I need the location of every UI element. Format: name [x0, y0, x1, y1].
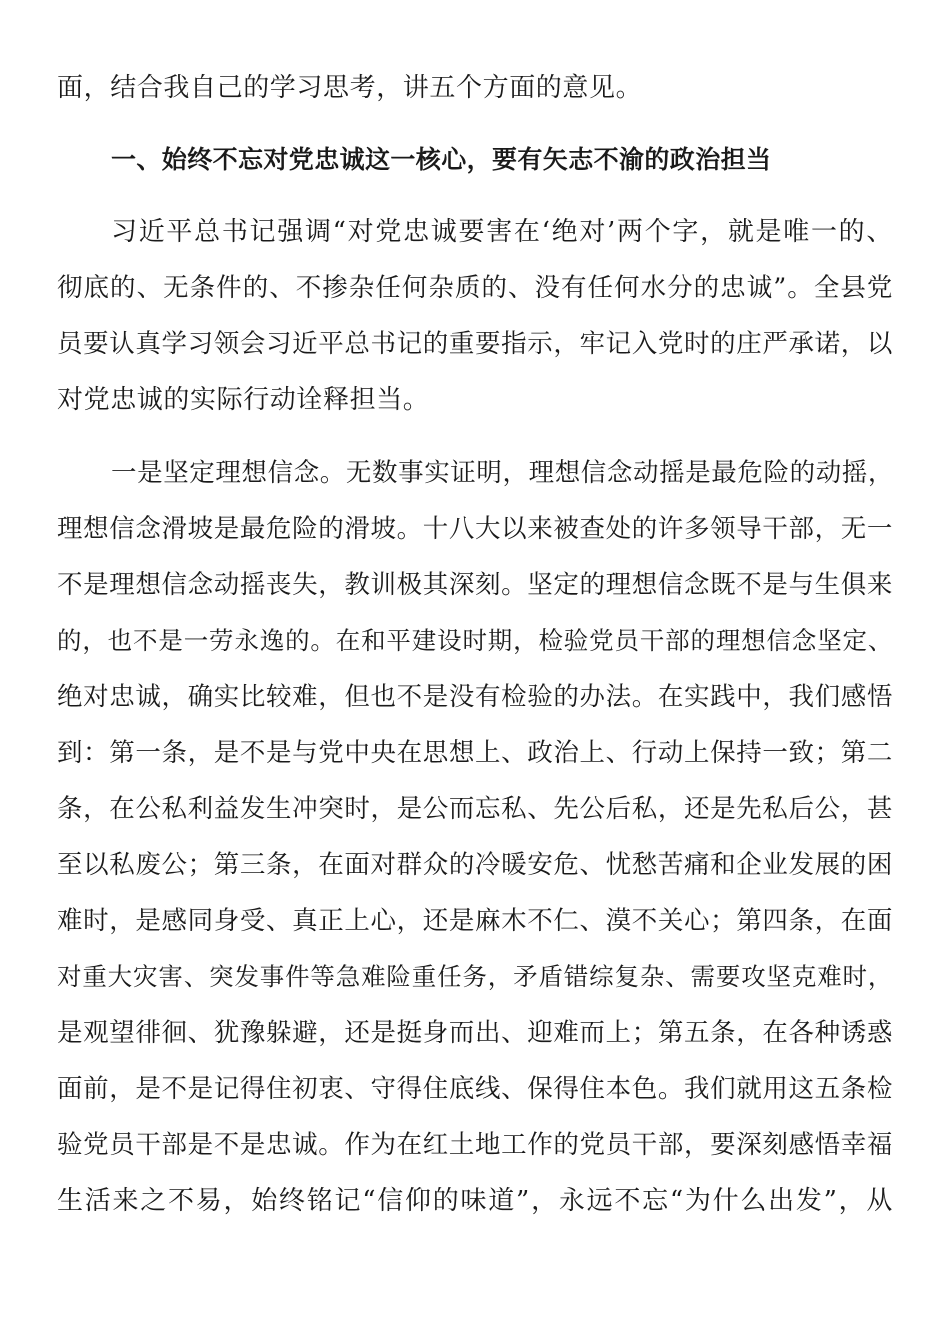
paragraph-line: 员要认真学习领会习近平总书记的重要指示，牢记入党时的庄严承诺，以: [57, 329, 893, 359]
paragraph-line: 面前，是不是记得住初衷、守得住底线、保得住本色。我们就用这五条检: [57, 1074, 893, 1104]
section-heading: 一、始终不忘对党忠诚这一核心，要有矢志不渝的政治担当: [111, 145, 772, 174]
paragraph-line: 不是理想信念动摇丧失，教训极其深刻。坚定的理想信念既不是与生俱来: [57, 570, 893, 600]
paragraph-line: 习近平总书记强调“对党忠诚要害在‘绝对’两个字，就是唯一的、: [111, 217, 893, 247]
paragraph-line: 至以私废公；第三条，在面对群众的冷暖安危、忧愁苦痛和企业发展的困: [57, 850, 893, 880]
paragraph-line: 面，结合我自己的学习思考，讲五个方面的意见。: [57, 73, 643, 103]
paragraph-line: 绝对忠诚，确实比较难，但也不是没有检验的办法。在实践中，我们感悟: [57, 682, 893, 712]
paragraph-line: 彻底的、无条件的、不掺杂任何杂质的、没有任何水分的忠诚”。全县党: [57, 273, 893, 303]
paragraph-line: 条，在公私利益发生冲突时，是公而忘私、先公后私，还是先私后公，甚: [57, 794, 893, 824]
paragraph-line: 难时，是感同身受、真正上心，还是麻木不仁、漠不关心；第四条，在面: [57, 906, 893, 936]
paragraph-line: 验党员干部是不是忠诚。作为在红土地工作的党员干部，要深刻感悟幸福: [57, 1130, 893, 1160]
paragraph-line: 到：第一条，是不是与党中央在思想上、政治上、行动上保持一致；第二: [57, 738, 893, 768]
paragraph-line: 理想信念滑坡是最危险的滑坡。十八大以来被查处的许多领导干部，无一: [57, 514, 893, 544]
paragraph-line: 对重大灾害、突发事件等急难险重任务，矛盾错综复杂、需要攻坚克难时，: [57, 962, 893, 991]
paragraph-line: 是观望徘徊、犹豫躲避，还是挺身而出、迎难而上；第五条，在各种诱惑: [57, 1018, 893, 1048]
paragraph-line: 对党忠诚的实际行动诠释担当。: [57, 385, 430, 415]
paragraph-line: 的，也不是一劳永逸的。在和平建设时期，检验党员干部的理想信念坚定、: [57, 626, 893, 655]
paragraph-line: 生活来之不易，始终铭记“信仰的味道”，永远不忘“为什么出发”，从: [57, 1186, 893, 1216]
paragraph-line: 一是坚定理想信念。无数事实证明，理想信念动摇是最危险的动摇，: [111, 458, 895, 488]
